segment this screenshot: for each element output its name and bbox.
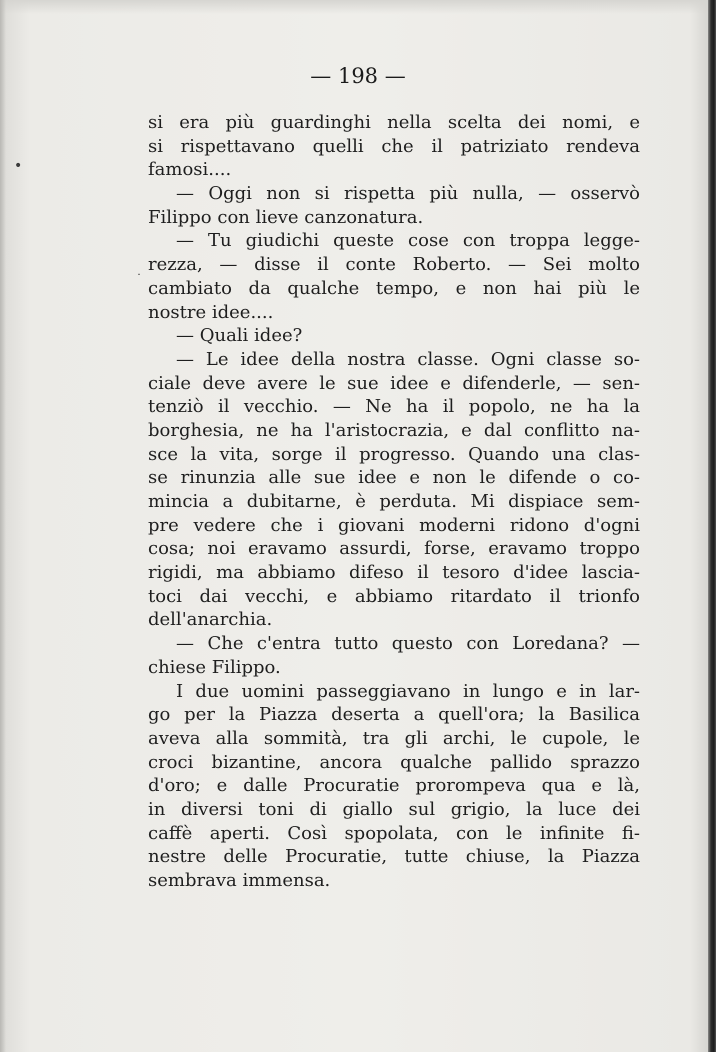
- text-line: — Oggi non si rispetta più nulla, — osservò: [176, 183, 640, 205]
- margin-tick-mark: ˙: [136, 272, 142, 286]
- margin-speck-mark: •: [14, 158, 23, 174]
- text-line: — Le idee della nostra classe. Ogni classe so-: [176, 348, 640, 370]
- text-line: caffè aperti. Così spopolata, con le infinite fi-: [148, 822, 640, 844]
- body-text: [148, 111, 640, 893]
- text-line: nostre idee....: [148, 301, 274, 323]
- text-line: si era più guardinghi nella scelta dei nomi, e: [148, 112, 640, 133]
- text-line: se rinunzia alle sue idee e non le difende o co-: [148, 467, 640, 489]
- text-line: borghesia, ne ha l'aristocrazia, e dal conflitto na-: [148, 419, 640, 441]
- text-line: sce la vita, sorge il progresso. Quando una clas-: [148, 443, 640, 465]
- text-line: chiese Filippo.: [148, 656, 281, 678]
- text-line: go per la Piazza deserta a quell'ora; la Basilica: [148, 704, 640, 726]
- text-line: rezza, — disse il conte Roberto. — Sei molto: [148, 254, 640, 276]
- text-line: cosa; noi eravamo assurdi, forse, eravamo troppo: [148, 538, 640, 560]
- page-top-shadow: [0, 0, 716, 14]
- text-line: aveva alla sommità, tra gli archi, le cupole, le: [148, 727, 640, 749]
- text-line: in diversi toni di giallo sul grigio, la luce dei: [148, 798, 640, 820]
- text-line: mincia a dubitarne, è perduta. Mi dispiace sem-: [148, 491, 640, 512]
- text-line: — Tu giudichi queste cose con troppa legge-: [176, 230, 640, 252]
- text-line: tenziò il vecchio. — Ne ha il popolo, ne ha la: [148, 396, 640, 418]
- text-line: pre vedere che i giovani moderni ridono d'ogni: [148, 514, 640, 536]
- text-line: — Che c'entra tutto questo con Loredana? —: [176, 633, 640, 655]
- text-line: ciale deve avere le sue idee e difenderle, — sen-: [148, 372, 640, 394]
- page-left-shadow: [0, 0, 6, 1052]
- page-number: — 198 —: [310, 64, 406, 88]
- text-line: Filippo con lieve canzonatura.: [148, 206, 424, 228]
- text-line: famosi....: [148, 159, 232, 181]
- book-binding-edge: [708, 0, 716, 1052]
- text-line: toci dai vecchi, e abbiamo ritardato il trionfo: [148, 585, 640, 607]
- text-line: I due uomini passeggiavano in lungo e in lar-: [176, 680, 640, 702]
- text-line: cambiato da qualche tempo, e non hai più le: [148, 277, 640, 299]
- text-line: nestre delle Procuratie, tutte chiuse, la Piazza: [148, 846, 640, 868]
- text-line: rigidi, ma abbiamo difeso il tesoro d'idee lascia-: [148, 562, 640, 584]
- text-line: croci bizantine, ancora qualche pallido sprazzo: [148, 751, 640, 773]
- text-line: dell'anarchia.: [148, 609, 273, 631]
- text-line: d'oro; e dalle Procuratie prorompeva qua e là,: [148, 775, 640, 797]
- text-line: — Quali idee?: [176, 325, 303, 347]
- text-line: si rispettavano quelli che il patriziato rendeva: [148, 135, 640, 157]
- text-line: sembrava immensa.: [148, 870, 331, 891]
